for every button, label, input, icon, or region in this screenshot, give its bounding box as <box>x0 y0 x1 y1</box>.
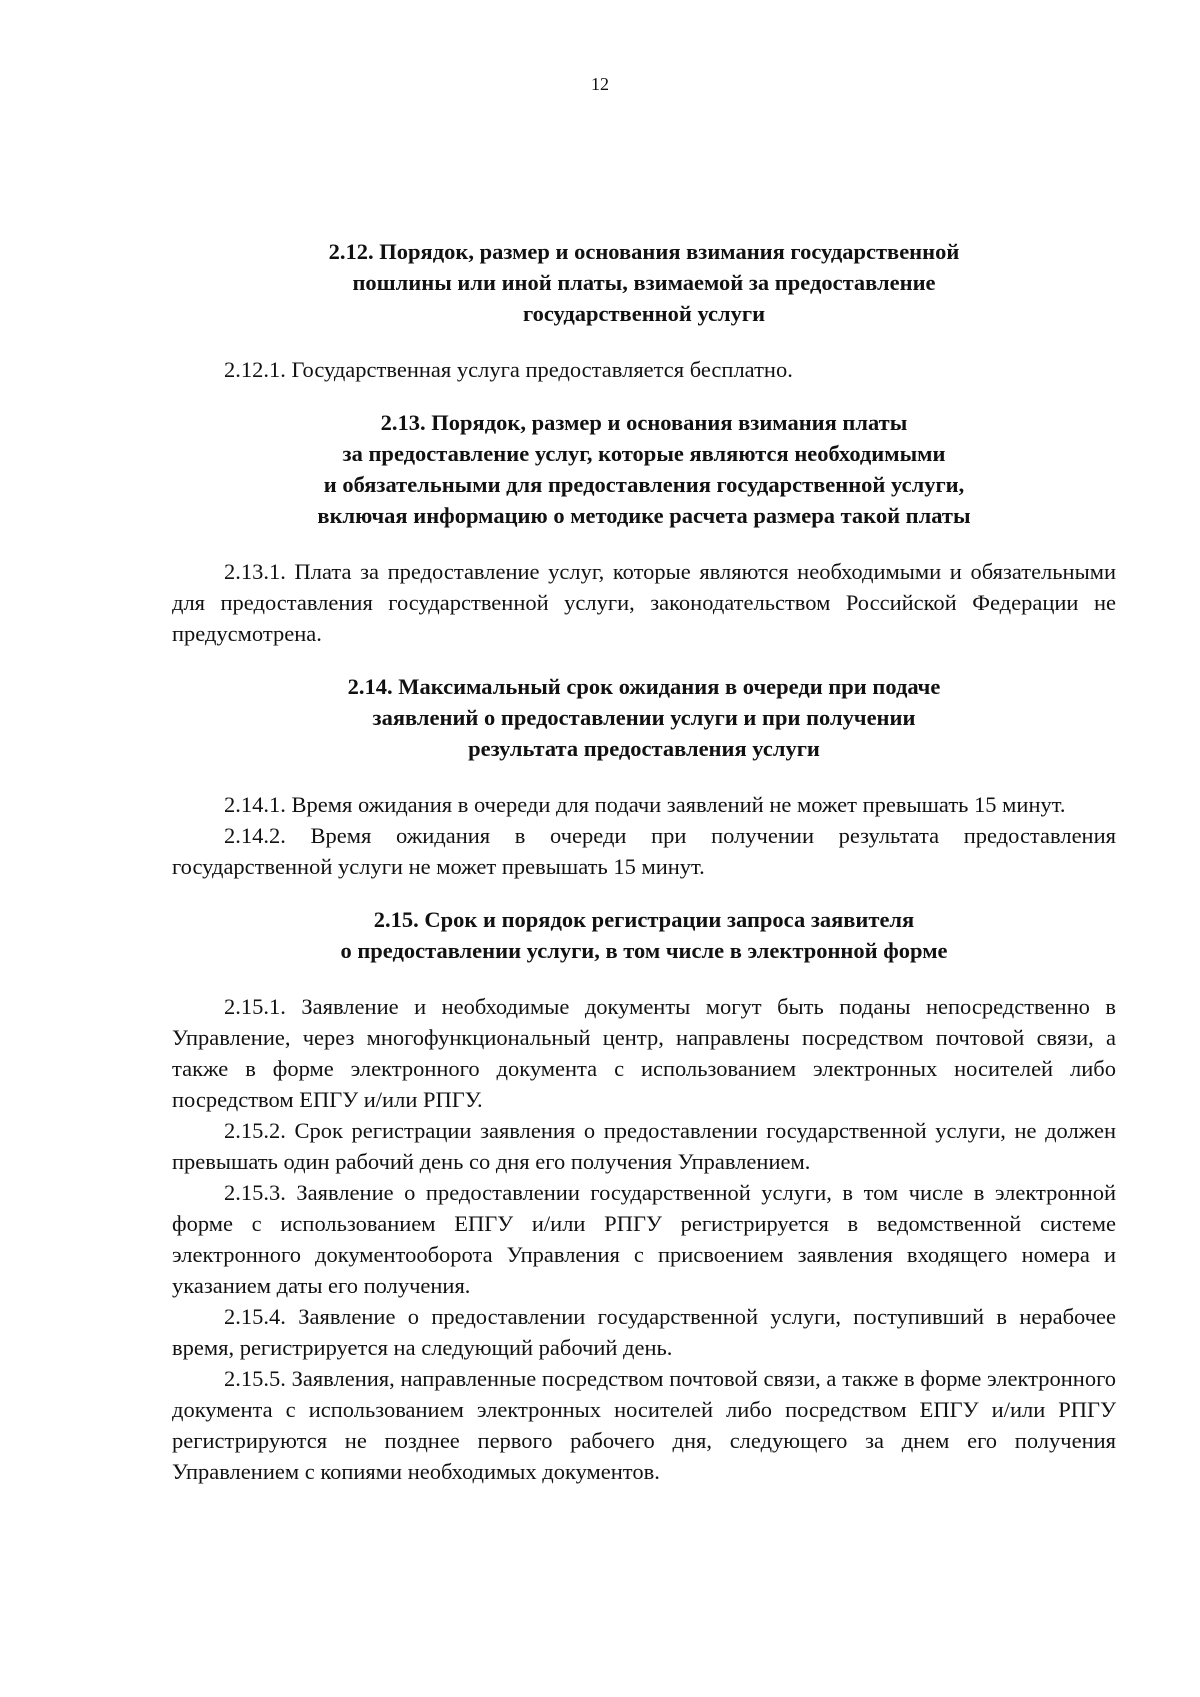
heading-line: заявлений о предоставлении услуги и при получении <box>372 705 916 730</box>
heading-line: 2.13. Порядок, размер и основания взимания платы <box>380 410 908 435</box>
heading-line: государственной услуги <box>522 301 766 326</box>
paragraph-2-15-2: 2.15.2. Срок регистрации заявления о предоставлении государственной услуги, не должен превышать один рабочий день со дня его получения Управлением. <box>172 1118 1116 1174</box>
heading-line: о предоставлении услуги, в том числе в электронной форме <box>340 938 948 963</box>
heading-line: 2.12. Порядок, размер и основания взимания государственной <box>328 239 960 264</box>
heading-line: результата предоставления услуги <box>468 736 820 761</box>
heading-line: и обязательными для предоставления государственной услуги, <box>323 472 965 497</box>
paragraph-2-13-1: 2.13.1. Плата за предоставление услуг, которые являются необходимыми и обязательными для предоставления государственной услуги, законодательством Российской Федерации не предусмотрена. <box>172 559 1116 646</box>
paragraph-2-14-1: 2.14.1. Время ожидания в очереди для подачи заявлений не может превышать 15 минут. <box>224 792 1066 817</box>
heading-line: 2.14. Максимальный срок ожидания в очереди при подаче <box>347 674 941 699</box>
paragraph-2-14-2: 2.14.2. Время ожидания в очереди при получении результата предоставления государственной услуги не может превышать 15 минут. <box>172 823 1116 879</box>
heading-line: включая информацию о методике расчета размера такой платы <box>317 503 971 528</box>
section-heading-2-15 <box>172 904 1116 966</box>
heading-line: пошлины или иной платы, взимаемой за предоставление <box>352 270 936 295</box>
section-heading-2-12 <box>172 236 1116 329</box>
heading-line: за предоставление услуг, которые являются необходимыми <box>342 441 946 466</box>
document-body <box>172 236 1116 1487</box>
paragraph-2-15-5: 2.15.5. Заявления, направленные посредством почтовой связи, а также в форме электронного документа с использованием электронных носителей либо посредством ЕПГУ и/или РПГУ регистрируются не позднее первого рабочего дня, следующего за днем его получения Управлением с копиями необходимых документов. <box>172 1366 1116 1484</box>
paragraph-2-15-4: 2.15.4. Заявление о предоставлении государственной услуги, поступивший в нерабочее время, регистрируется на следующий рабочий день. <box>172 1304 1116 1360</box>
section-heading-2-14 <box>172 671 1116 764</box>
section-heading-2-13 <box>172 407 1116 531</box>
paragraph-2-15-3: 2.15.3. Заявление о предоставлении государственной услуги, в том числе в электронной форме с использованием ЕПГУ и/или РПГУ регистрируется в ведомственной системе электронного документооборота Управления с присвоением заявления входящего номера и указанием даты его получения. <box>172 1180 1116 1298</box>
heading-line: 2.15. Срок и порядок регистрации запроса заявителя <box>373 907 915 932</box>
paragraph-2-12-1: 2.12.1. Государственная услуга предоставляется бесплатно. <box>224 357 793 382</box>
paragraph-2-15-1: 2.15.1. Заявление и необходимые документы могут быть поданы непосредственно в Управление, через многофункциональный центр, направлены посредством почтовой связи, а также в форме электронного документа с использованием электронных носителей либо посредством ЕПГУ и/или РПГУ. <box>172 994 1116 1112</box>
page-number: 12 <box>591 74 609 94</box>
